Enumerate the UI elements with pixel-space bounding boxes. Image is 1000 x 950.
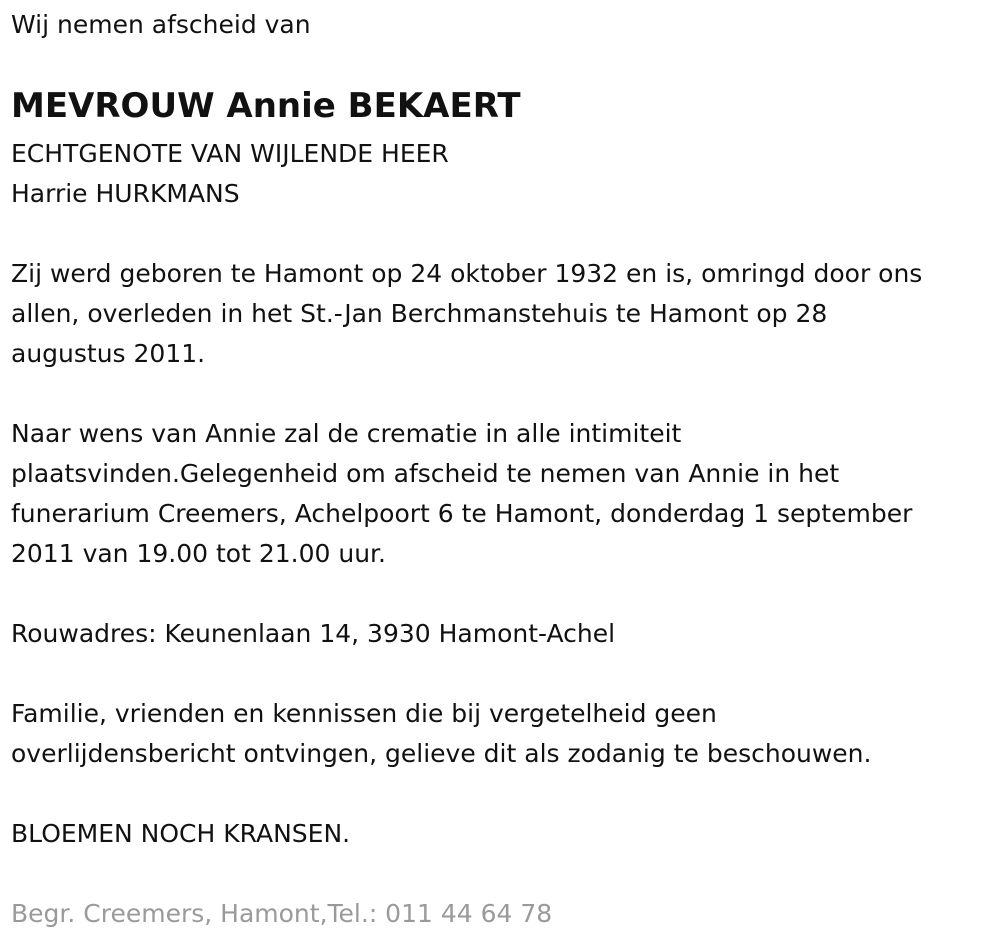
- birth-paragraph-line: allen, overleden in het St.-Jan Berchmanstehuis te Hamont op 28: [11, 299, 828, 328]
- cremation-paragraph-line: Naar wens van Annie zal de crematie in alle intimiteit: [11, 419, 682, 448]
- birth-paragraph-line: augustus 2011.: [11, 339, 206, 368]
- family-paragraph-line: Familie, vrienden en kennissen die bij vergetelheid geen: [11, 699, 717, 728]
- mourning-address: Rouwadres: Keunenlaan 14, 3930 Hamont-Achel: [11, 619, 616, 648]
- flowers-notice: BLOEMEN NOCH KRANSEN.: [11, 819, 351, 848]
- cremation-paragraph-line: 2011 van 19.00 tot 21.00 uur.: [11, 539, 386, 568]
- cremation-paragraph-line: funerarium Creemers, Achelpoort 6 te Hamont, donderdag 1 september: [11, 499, 913, 528]
- cremation-paragraph-line: plaatsvinden.Gelegenheid om afscheid te nemen van Annie in het: [11, 459, 840, 488]
- spouse-line-2: Harrie HURKMANS: [11, 179, 240, 208]
- birth-paragraph-line: Zij werd geboren te Hamont op 24 oktober 1932 en is, omringd door ons: [11, 259, 923, 288]
- family-paragraph-line: overlijdensbericht ontvingen, gelieve dit als zodanig te beschouwen.: [11, 739, 872, 768]
- spouse-line-1: ECHTGENOTE VAN WIJLENDE HEER: [11, 139, 449, 168]
- deceased-name: MEVROUW Annie BEKAERT: [11, 86, 521, 126]
- funeral-home-footer: Begr. Creemers, Hamont,Tel.: 011 44 64 78: [11, 899, 553, 928]
- intro-text: Wij nemen afscheid van: [11, 10, 311, 39]
